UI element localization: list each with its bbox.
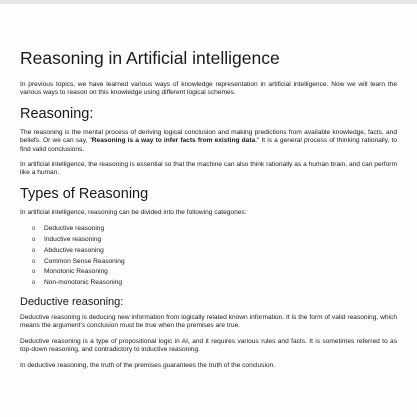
list-item <box>32 267 397 278</box>
deductive-heading: Deductive reasoning: <box>20 296 124 309</box>
bullet-icon: o <box>32 280 36 287</box>
list-item <box>32 246 397 257</box>
page-title: Reasoning in Artificial intelligence <box>20 48 280 68</box>
document-content <box>20 48 397 377</box>
types-heading: Types of Reasoning <box>20 185 149 202</box>
reasoning-ai-paragraph: In artificial intelligence, the reasoning is essential so that the machine can also think rationally as a human brain, and can perform like a human. <box>20 161 397 177</box>
list-item <box>32 224 397 235</box>
list-item <box>32 278 397 289</box>
intro-paragraph: In previous topics, we have learned various ways of knowledge representation in artificial intelligence. Now we will learn the various ways to reason on this knowledge using different logical schemes. <box>20 81 397 97</box>
list-item-label: Abductive reasoning <box>44 246 104 254</box>
bullet-icon: o <box>32 236 36 243</box>
bullet-icon: o <box>32 226 36 233</box>
types-list <box>20 224 397 289</box>
bullet-icon: o <box>32 258 36 265</box>
reasoning-text-start: The reasoning is the mental process of deriving logical conclusion and making predictions from available knowledge, facts, and beliefs. Or we can say, " <box>20 128 397 145</box>
bullet-icon: o <box>32 247 36 254</box>
reasoning-text-end: ." It is a general process of thinking rationally, to find valid conclusions. <box>20 137 398 153</box>
deductive-paragraph-2: Deductive reasoning is a type of propositional logic in AI, and it requires various rules and facts. It is sometimes referred to as top-down reasoning, and contradictory to inductive reasoning. <box>20 337 397 354</box>
reasoning-bold-definition: Reasoning is a way to infer facts from existing data <box>91 137 256 145</box>
list-item-label: Deductive reasoning <box>44 225 105 233</box>
types-intro-paragraph: In artificial intelligence, reasoning can be divided into the following categories: <box>20 208 247 216</box>
list-item-label: Inductive reasoning <box>44 236 102 244</box>
deductive-paragraph-3: In deductive reasoning, the truth of the premises guarantees the truth of the conclusion. <box>20 361 276 369</box>
list-item-label: Monotonic Reasoning <box>44 268 108 276</box>
list-item <box>32 235 397 246</box>
reasoning-heading: Reasoning: <box>20 105 94 122</box>
list-item <box>32 257 397 268</box>
bullet-icon: o <box>32 269 36 276</box>
page-top-border <box>0 0 417 4</box>
reasoning-definition-paragraph <box>20 129 397 154</box>
list-item-label: Common Sense Reasoning <box>44 257 125 265</box>
deductive-paragraph-1: Deductive reasoning is deducing new information from logically related known information. It is the form of valid reasoning, which means the argument's conclusion must be true when the premises are true. <box>20 314 397 330</box>
list-item-label: Non-monotonic Reasoning <box>44 279 123 287</box>
